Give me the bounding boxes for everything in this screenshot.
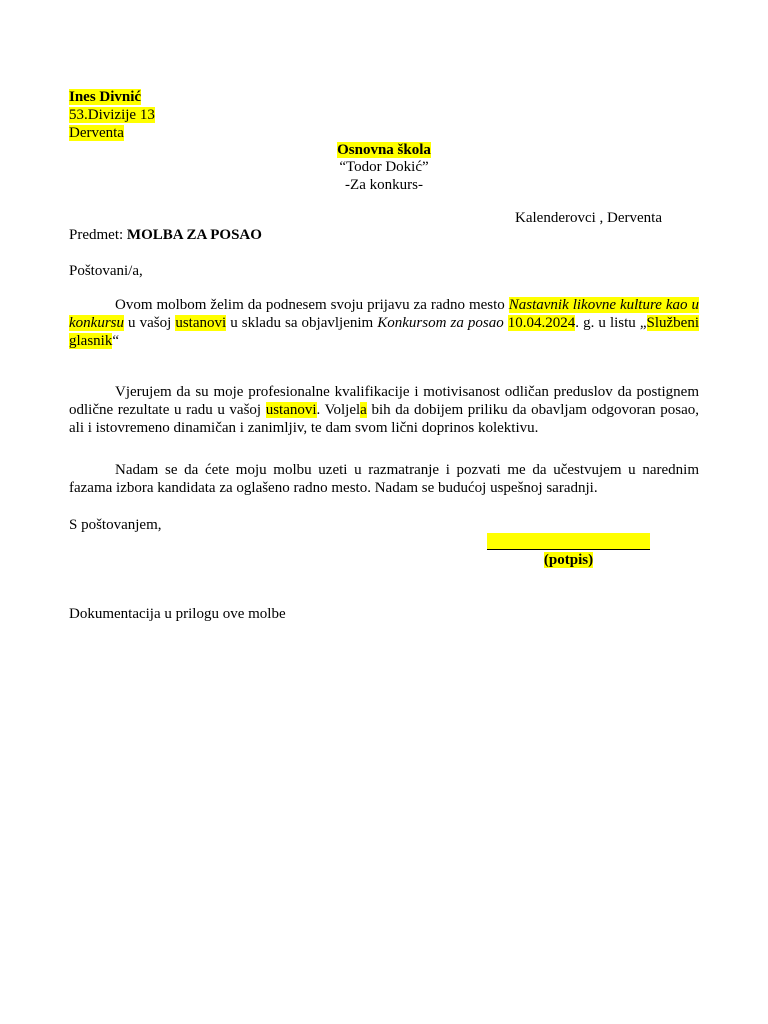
- recipient-school-name: “Todor Dokić”: [339, 159, 429, 175]
- sender-city: Derventa: [69, 125, 124, 141]
- location: Kalenderovci , Derventa: [515, 210, 663, 226]
- gender-ending: a: [360, 402, 367, 418]
- sender-name: Ines Divnić: [69, 89, 142, 105]
- subject-label: Predmet:: [69, 227, 127, 243]
- attachments-note: Dokumentacija u prilogu ove molbe: [69, 606, 286, 622]
- subject-value: MOLBA ZA POSAO: [126, 227, 262, 243]
- job-source: Konkursom za posao: [377, 315, 504, 331]
- paragraph-closing-remarks: Nadam se da ćete moju molbu uzeti u razmatranje i pozvati me da učestvujem u narednim fazama izbora kandidata za oglašeno radno mesto. Nadam se budućoj uspešnoj saradnji.: [69, 462, 699, 496]
- gazette-name: Službeni glasnik: [69, 315, 699, 349]
- sender-address: 53.Divizije 13: [69, 107, 155, 123]
- paragraph-qualifications: Vjerujem da su moje profesionalne kvalifikacije i motivisanost odličan preduslov da postignem odlične rezultate u radu u vašoj ustanovi. Voljela bih da dobijem priliku da obavljam odgovoran posao, ali i istovremeno dinamičan i zanimljiv, te dam svom lični doprinos kolektivu.: [69, 384, 699, 436]
- recipient-school: Osnovna škola: [337, 142, 431, 158]
- institution-ref: ustanovi: [175, 315, 227, 331]
- salutation: Poštovani/a,: [69, 263, 143, 279]
- application-date: 10.04.2024: [507, 315, 576, 331]
- signature-label: (potpis): [543, 552, 594, 568]
- subject-line: [69, 226, 262, 244]
- signature-line: [487, 533, 650, 550]
- institution-ref-2: ustanovi: [265, 402, 317, 418]
- job-position: Nastavnik likovne kulture kao u konkursu: [69, 297, 700, 331]
- closing: S poštovanjem,: [69, 517, 162, 533]
- recipient-note: -Za konkurs-: [345, 177, 423, 193]
- paragraph-application: Ovom molbom želim da podnesem svoju prijavu za radno mesto Nastavnik likovne kulture kao u konkursu u vašoj ustanovi u skladu sa objavljenim Konkursom za posao 10.04.2024. g. u listu „Službeni glasnik“: [69, 297, 700, 349]
